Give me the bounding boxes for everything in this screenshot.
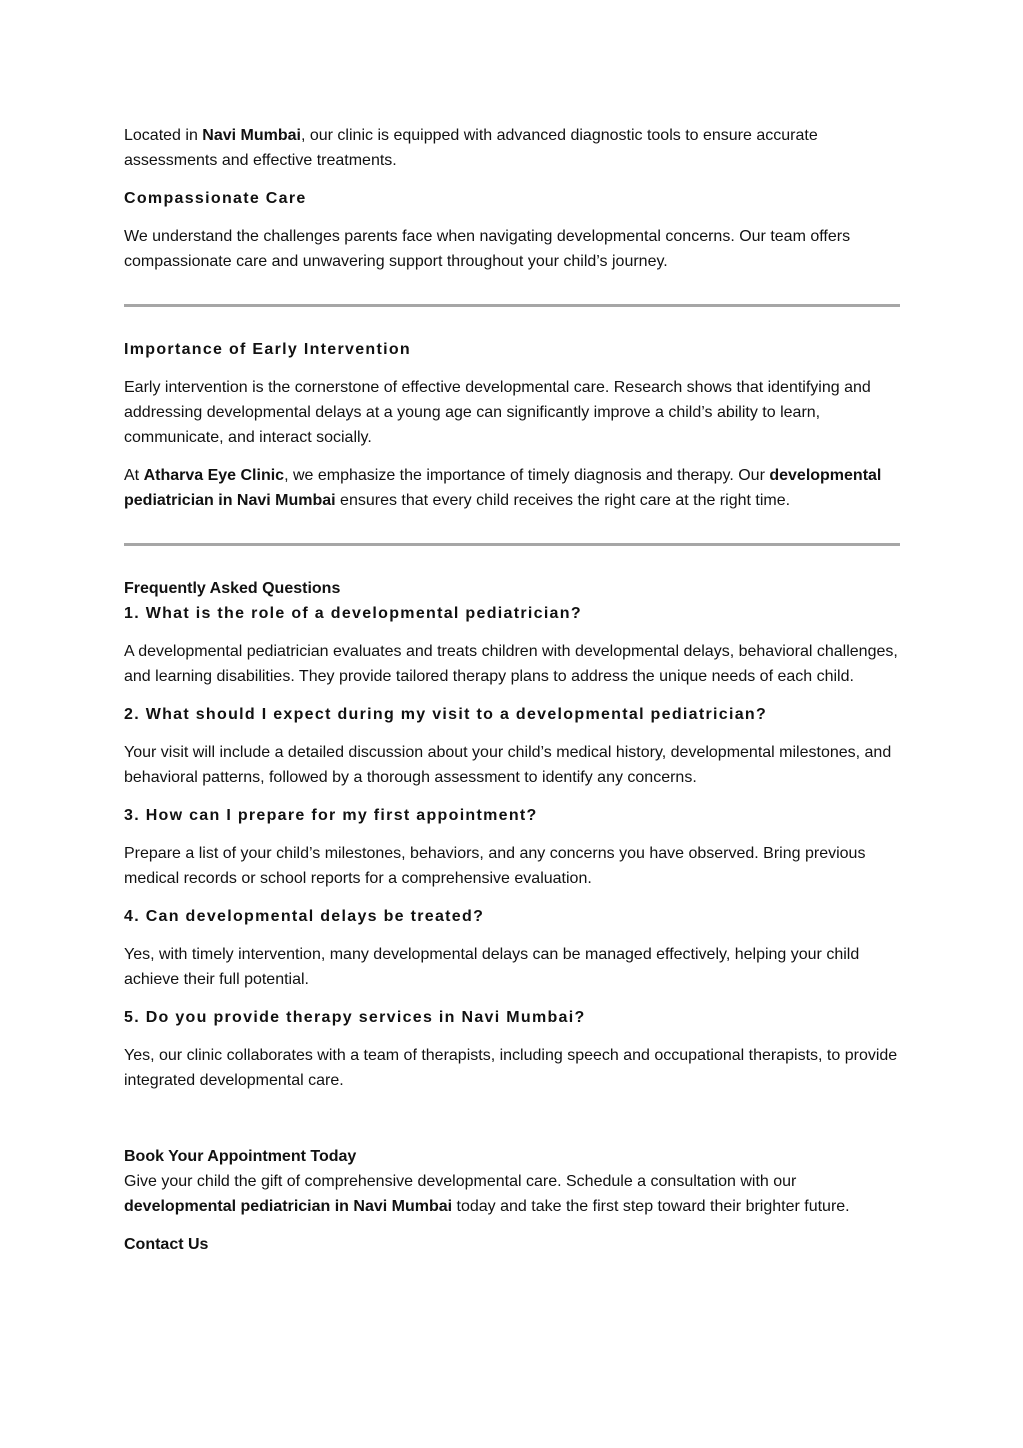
text-span: today and take the first step toward their brighter future. [452, 1198, 850, 1215]
intro-paragraph [124, 123, 900, 173]
faq-answer-4: Yes, with timely intervention, many developmental delays can be managed effectively, helping your child achieve their full potential. [124, 946, 860, 988]
faq-answer-3: Prepare a list of your child’s milestones, behaviors, and any concerns you have observed. Bring previous medical records or school reports for a comprehensive evaluation. [124, 845, 866, 887]
service-keyword-bold: developmental pediatrician in Navi Mumbai [124, 1198, 453, 1215]
faq-question-4: 4. Can developmental delays be treated? [124, 908, 485, 925]
document-page [124, 123, 900, 1257]
faq-question-5: 5. Do you provide therapy services in Navi Mumbai? [124, 1009, 586, 1026]
faq-answer-2: Your visit will include a detailed discussion about your child’s medical history, developmental milestones, and behavioral patterns, followed by a thorough assessment to identify any concerns. [124, 744, 892, 786]
service-keyword-bold: developmental pediatrician in Navi Mumbai [124, 467, 882, 509]
text-span: Give your child the gift of comprehensive developmental care. Schedule a consultation with our [124, 1173, 797, 1190]
contact-us-title: Contact Us [124, 1236, 209, 1253]
faq-question-3: 3. How can I prepare for my first appointment? [124, 807, 538, 824]
early-intervention-text: Early intervention is the cornerstone of effective developmental care. Research shows that identifying and addressing developmental delays at a young age can significantly improve a child’s ability to learn, communicate, and interact socially. [124, 379, 871, 446]
intro-text: Located in [124, 127, 203, 144]
section-divider [124, 543, 900, 546]
intro-location-bold: Navi Mumbai [202, 127, 301, 144]
text-span: ensures that every child receives the right care at the right time. [335, 492, 791, 509]
faq-answer-5: Yes, our clinic collaborates with a team of therapists, including speech and occupational therapists, to provide integrated developmental care. [124, 1047, 898, 1089]
intro-text-rest: , our clinic is equipped with advanced diagnostic tools to ensure accurate assessments and effective treatments. [124, 127, 818, 169]
compassionate-care-text: We understand the challenges parents face when navigating developmental concerns. Our team offers compassionate care and unwavering support throughout your child’s journey. [124, 228, 851, 270]
early-intervention-clinic-paragraph [124, 463, 900, 513]
faq-title: Frequently Asked Questions [124, 580, 341, 597]
faq-answer-1: A developmental pediatrician evaluates and treats children with developmental delays, behavioral challenges, and learning disabilities. They provide tailored therapy plans to address the unique needs of each child. [124, 643, 898, 685]
book-appointment-title: Book Your Appointment Today [124, 1148, 357, 1165]
spacer [124, 1106, 900, 1144]
faq-question-1: 1. What is the role of a developmental pediatrician? [124, 605, 582, 622]
text-span: At [124, 467, 144, 484]
early-intervention-heading: Importance of Early Intervention [124, 341, 411, 358]
book-appointment-text [124, 1169, 900, 1219]
text-span: , we emphasize the importance of timely diagnosis and therapy. Our [284, 467, 770, 484]
section-divider [124, 304, 900, 307]
compassionate-care-heading: Compassionate Care [124, 190, 307, 207]
clinic-name-bold: Atharva Eye Clinic [143, 467, 285, 484]
faq-question-2: 2. What should I expect during my visit to a developmental pediatrician? [124, 706, 768, 723]
